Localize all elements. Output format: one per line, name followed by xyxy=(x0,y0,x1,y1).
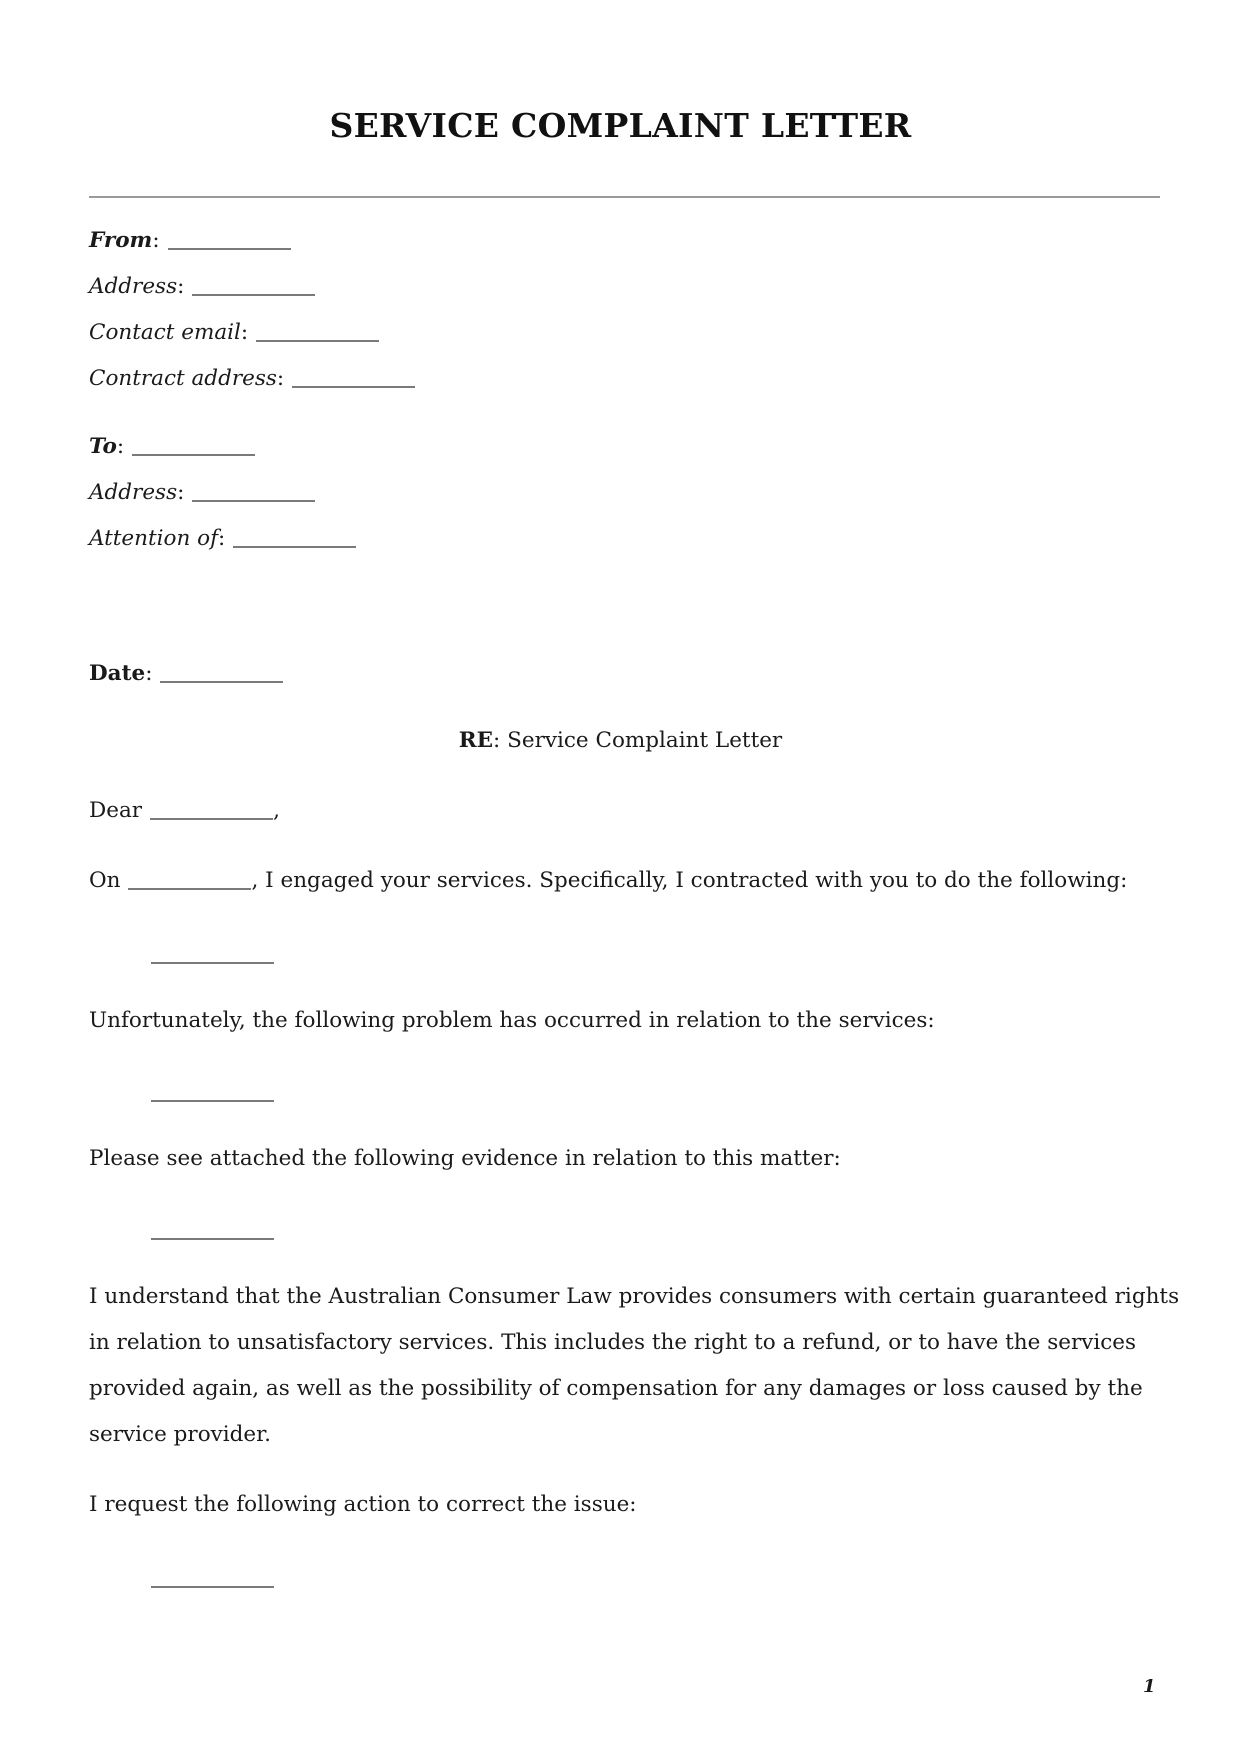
subject-label: RE xyxy=(458,728,494,753)
from-label: From xyxy=(89,228,153,253)
contact-email-label: Contact email xyxy=(89,320,241,345)
attention-of-blank[interactable] xyxy=(233,546,356,548)
to-label: To xyxy=(89,434,117,459)
contract-address-field: Contract address: xyxy=(89,364,415,394)
subject-line: RE: Service Complaint Letter xyxy=(458,728,783,753)
document-title: SERVICE COMPLAINT LETTER xyxy=(329,106,912,145)
title-divider xyxy=(89,196,1160,198)
sender-address-label: Address xyxy=(89,274,178,299)
services-description-blank[interactable] xyxy=(151,962,274,964)
contract-address-label: Contract address xyxy=(89,366,277,391)
contact-email-field: Contact email: xyxy=(89,318,379,348)
sender-address-blank[interactable] xyxy=(192,294,315,296)
problem-description-blank[interactable] xyxy=(151,1100,274,1102)
page-number: 1 xyxy=(1143,1676,1156,1697)
subject-text: Service Complaint Letter xyxy=(507,728,783,753)
engagement-paragraph: On , I engaged your services. Specifically, I contracted with you to do the following: xyxy=(89,868,1128,893)
to-blank[interactable] xyxy=(132,454,255,456)
contact-email-blank[interactable] xyxy=(256,340,379,342)
rights-paragraph-line: in relation to unsatisfactory services. This includes the right to a refund, or to have the services xyxy=(89,1330,1137,1355)
requested-action-blank[interactable] xyxy=(151,1586,274,1588)
attention-of-field: Attention of: xyxy=(89,524,356,554)
rights-paragraph-line: provided again, as well as the possibility of compensation for any damages or loss caused by the xyxy=(89,1376,1143,1401)
recipient-address-label: Address xyxy=(89,480,178,505)
recipient-name-blank[interactable] xyxy=(150,818,273,820)
from-field: From: xyxy=(89,226,291,256)
sender-address-field: Address: xyxy=(89,272,315,302)
request-paragraph: I request the following action to correct the issue: xyxy=(89,1492,637,1517)
from-blank[interactable] xyxy=(168,248,291,250)
recipient-address-blank[interactable] xyxy=(192,500,315,502)
attention-of-label: Attention of xyxy=(89,526,219,551)
date-label: Date xyxy=(89,661,146,686)
recipient-address-field: Address: xyxy=(89,478,315,508)
contract-address-blank[interactable] xyxy=(292,386,415,388)
date-blank[interactable] xyxy=(160,681,283,683)
engagement-date-blank[interactable] xyxy=(128,888,251,890)
problem-paragraph: Unfortunately, the following problem has occurred in relation to the services: xyxy=(89,1008,935,1033)
rights-paragraph-line: service provider. xyxy=(89,1422,271,1447)
evidence-paragraph: Please see attached the following evidence in relation to this matter: xyxy=(89,1146,841,1171)
evidence-description-blank[interactable] xyxy=(151,1238,274,1240)
salutation: Dear , xyxy=(89,798,280,823)
to-field: To: xyxy=(89,432,255,462)
date-field: Date: xyxy=(89,659,283,689)
rights-paragraph-line: I understand that the Australian Consumer Law provides consumers with certain guaranteed rights xyxy=(89,1284,1180,1309)
